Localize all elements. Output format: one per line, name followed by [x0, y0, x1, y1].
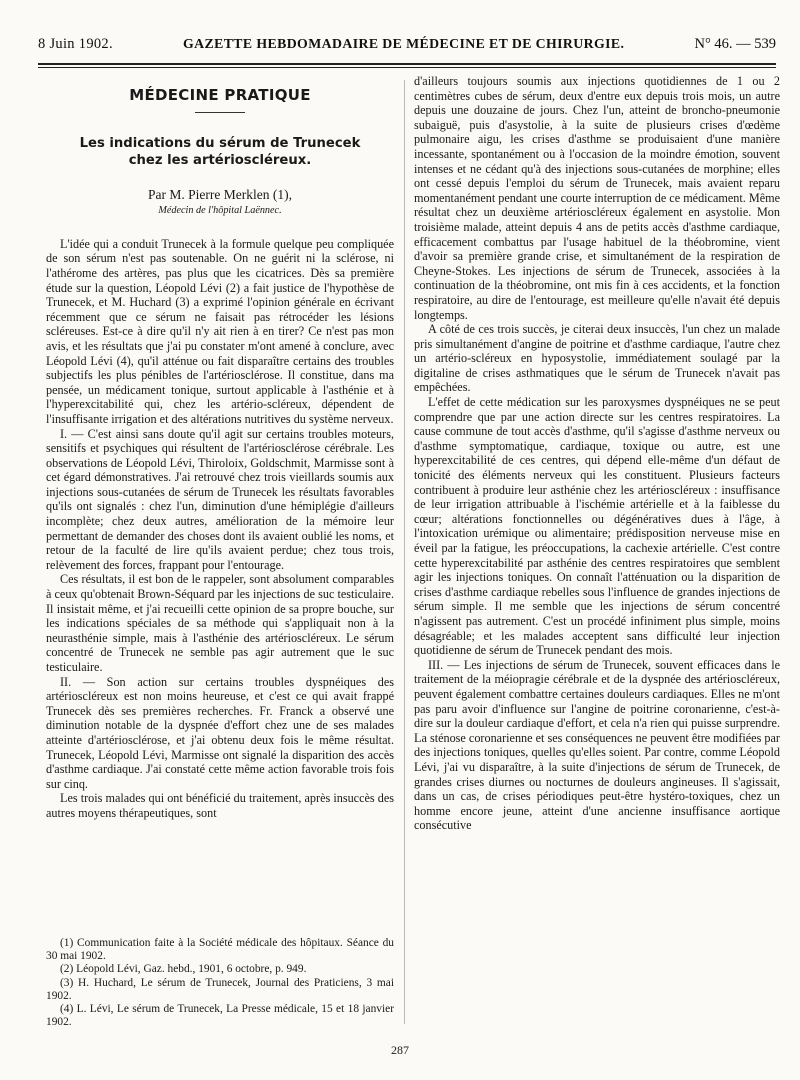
article-title-line-2: chez les artérioscléreux.: [128, 152, 312, 168]
page-number: 287: [391, 1043, 409, 1057]
paragraph: I. — C'est ainsi sans doute qu'il agit sur certains troubles moteurs, sensitifs et psychiques qui résultent de l'artériosclérose cérébrale. Les observations de Léopold Lévi, Thiroloix, Goldschmit, Marmisse sont à cet égard démonstratives. J'ai retrouvé chez trois vieillards soumis aux injections sous-cutanées de sérum de Trunecek les résultats favorables qu'ils ont signalés : chez l'un, diminution d'une hémiplégie d'ailleurs incomplète; chez deux autres, amélioration de la mémoire leur permettant de demander des choses dont ils avaient oublié les noms, et retour de la faculté de lire qu'ils avaient perdue; chez tous trois, relèvement des forces, frappant pour l'entourage.: [46, 426, 394, 572]
paragraph: Ces résultats, il est bon de le rappeler, sont absolument comparables à ceux qu'obtenait Brown-Séquard par les injections de suc testiculaire. Il insistait même, et j'ai recueilli cette opinion de sa propre bouche, sur les indications spéciales de sa méthode qui s'appliquait non à la neurasthénie simple, mais à l'asthénie des artérioscléreux. Le sérum concentré de Trunecek ne semble pas agir autrement que le suc testiculaire.: [46, 572, 394, 674]
header-rule-thin: [38, 67, 776, 68]
paragraph: II. — Son action sur certains troubles dyspnéiques des artérioscléreux est non moins heureuse, et c'est ce qui avait frappé Trunecek dès ses premières recherches. Fr. Franck a observé une diminution notable de la dyspnée d'effort chez une de ses malades atteinte d'artériosclérose, et j'ai obtenu deux fois le même résultat. Trunecek, Léopold Lévi, Marmisse ont signalé la disparition des accès d'asthme cardiaque. J'ai constaté cette même action favorable trois fois sur cinq.: [46, 674, 394, 791]
paragraph: Les trois malades qui ont bénéficié du traitement, après insuccès des autres moyens thérapeutiques, sont: [46, 791, 394, 820]
article-title: [58, 135, 382, 169]
header-journal-title: GAZETTE HEBDOMADAIRE DE MÉDECINE ET DE CHIRURGIE.: [183, 36, 625, 51]
footnotes: [46, 937, 394, 1029]
paragraph: L'effet de cette médication sur les paroxysmes dyspnéiques ne se peut comprendre que par une action directe sur les centres respiratoires. La cause commune de tout accès d'asthme, qu'il s'agisse d'asthme nerveux ou d'asthme symptomatique, cardiaque, toxique ou autre, est une hyperexcitabilité de ces centres, qui dépend elle-même d'un défaut de tonicité des éléments nerveux qui les constituent. Plusieurs facteurs contribuent à produire leur asthénie chez les artérioscléreux : insuffisance de leur irrigation attribuable à l'ischémie artérielle et à la faiblesse du cœur; altérations fonctionnelles ou dégénératives dues à l'âge, à l'intoxication urémique ou alimentaire; prédisposition nerveuse mise en éveil par la fatigue, les préoccupations, la cachexie artérielle. C'est contre cette hyperexcitabilité par asthénie des centres respiratoires que semblent agir les injections toniques. On connaît l'atténuation ou la disparition de crises d'asthme cardiaque rebelles sous l'influence de grandes injections de sérum simple. Il me semble que les injections de sérum concentré n'agissent pas autrement. C'est un procédé infiniment plus simple, moins désagréable; et les malades acceptent sans difficulté leur injection quotidienne de sérum de Trunecek pendant des mois.: [414, 395, 780, 658]
header-date: 8 Juin 1902.: [38, 36, 113, 52]
column-divider: [404, 80, 405, 1024]
author-affiliation: Médecin de l'hôpital Laënnec.: [158, 205, 282, 217]
left-column-body: [46, 237, 394, 821]
header-issue-number: N° 46. — 539: [694, 36, 776, 52]
section-title: MÉDECINE PRATIQUE: [129, 86, 311, 104]
author-byline: Par M. Pierre Merklen (1),: [148, 186, 292, 202]
article-title-line-1: Les indications du sérum de Trunecek: [79, 135, 361, 151]
paragraph: III. — Les injections de sérum de Trunecek, souvent efficaces dans le traitement de la méiopragie cérébrale et de la dyspnée des artérioscléreux, peuvent également combattre certaines douleurs cardiaques. Elles ne m'ont pas paru avoir d'influence sur l'angine de poitrine coronarienne, c'est-à-dire sur la douleur cardiaque d'effort, et cela n'a rien qui puisse surprendre. La sténose coronarienne et ses conséquences ne peuvent être modifiées par des injections toniques, quelles qu'elles soient. Par contre, comme Léopold Lévi, j'ai vu disparaître, à la suite d'injections de sérum de Trunecek, de grandes crises diurnes ou nocturnes de douleurs angineuses. Il s'agissait, dans un cas, de crises périodiques peut-être hystéro-toxiques, chez un homme encore jeune, atteint d'une ancienne insuffisance aortique consécutive: [414, 657, 780, 833]
footnote: (3) H. Huchard, Le sérum de Trunecek, Journal des Praticiens, 3 mai 1902.: [46, 976, 394, 1002]
running-header: [38, 36, 776, 58]
section-rule: [195, 112, 245, 113]
footnote: (4) L. Lévi, Le sérum de Trunecek, La Presse médicale, 15 et 18 janvier 1902.: [46, 1003, 394, 1029]
paragraph: d'ailleurs toujours soumis aux injections quotidiennes de 1 ou 2 centimètres cubes de sérum, deux d'entre eux depuis trois mois, un autre depuis une douzaine de jours. Chez l'un, atteint de broncho-pneumonie subaiguë, puis d'asystolie, à la suite de plusieurs crises d'œdème pulmonaire aigu, les crises d'asthme se produisaient d'une manière incessante, spontanément ou à l'occasion de la moindre émotion, souvent intenses et ne cédant qu'à des injections sous-cutanées de morphine; elles ont cessé depuis l'emploi du sérum de Trunecek, mais avaient reparu momentanément pendant une courte interruption de ce médicament. Même résultat chez un deuxième artérioscléreux également en asystolie. Mon troisième malade, atteint depuis 4 ans de petits accès d'asthme cardiaque, efficacement combattus par l'usage habituel de la théobromine, vient d'avoir sa première grande crise, et simultanément de la respiration de Cheyne-Stokes. Les injections de sérum de Trunecek, associées à la continuation de la théobromine, ont mis fin à ces accidents, et la fonction respiratoire, au dire de l'entourage, est meilleure qu'elle n'avait été depuis longtemps.: [414, 74, 780, 322]
left-column: [46, 76, 394, 821]
footnote: (1) Communication faite à la Société médicale des hôpitaux. Séance du 30 mai 1902.: [46, 937, 394, 963]
right-column: [414, 74, 780, 833]
paragraph: A côté de ces trois succès, je citerai deux insuccès, l'un chez un malade pris simultanément d'angine de poitrine et d'asthme cardiaque, l'autre chez un artério-scléreux en hyposystolie, immédiatement soulagé par la digitaline de crises asthmatiques que le sérum de Trunecek n'avait pas empêchées.: [414, 322, 780, 395]
paragraph: L'idée qui a conduit Trunecek à la formule quelque peu compliquée de son sérum n'est pas soutenable. On ne guérit ni la sclérose, ni l'athérome des artères, pas plus que les cicatrices. Dès sa première étude sur la question, Léopold Lévi (2) a fait justice de l'hypothèse de Trunecek, et M. Huchard (3) a exprimé l'opinion générale en écrivant récemment que ce sérum ne faisait pas rétrocéder les lésions scléreuses. Est-ce à dire qu'il n'y ait rien à en tirer? Ce n'est pas mon avis, et les résultats que j'ai pu constater m'ont amené à conclure, avec Léopold Lévi (4), qu'il atténue ou fait disparaître certains des troubles subjectifs les plus pénibles de l'artériosclérose. Il constitue, dans ma pensée, un médicament tonique, surtout applicable à l'asthénie et à l'hyperexcitabilité qui, chez les artério-scléreux, dépendent de l'insuffisante irrigation et des altérations nutritives du système nerveux.: [46, 236, 394, 426]
footnote: (2) Léopold Lévi, Gaz. hebd., 1901, 6 octobre, p. 949.: [60, 963, 307, 976]
header-rule-thick: [38, 63, 776, 65]
